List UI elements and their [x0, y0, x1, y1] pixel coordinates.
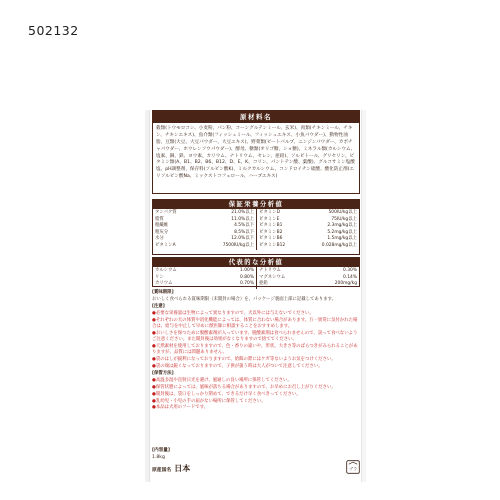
storage-label: [保管方法] — [152, 371, 174, 376]
nutrient-name: カルシウム — [155, 268, 177, 273]
nutrient-name: ビタミンB1 — [259, 223, 283, 228]
origin-country: 日本 — [174, 464, 191, 474]
nutrient-name: 粗灰分 — [155, 229, 169, 235]
package-side-edge-right — [361, 110, 366, 482]
nutrient-value: 1.00% — [240, 268, 254, 273]
content-origin-section — [152, 448, 360, 478]
analysis-row — [259, 281, 357, 288]
nutrient-name: マグネシウム — [259, 274, 286, 280]
content-label: [内容量] — [152, 448, 170, 453]
analysis-row — [155, 281, 254, 288]
product-code: 502132 — [28, 23, 79, 38]
storage-item: ●高温多湿や直射日光を避け、風通しの良い場所に保管してください。 — [152, 377, 292, 383]
ingredients-text: 穀類(トウモロコシ、小麦粉、パン粉、コーングルテンミール、玄米)、肉類(チキンミール、チキン、チキンエキス)、魚介類(フィッシュミール、フィッシュエキス、小魚パウダー)、動物性油脂、豆類(大豆、大豆パウダー、大豆エキス)、野菜類(ビートパルプ、ニンジンパウダー、カボチャパウダー、ホウレンソウパウダー)、酵母、糖類(オリゴ糖、ショ糖)、ミネラル類(カルシウム、塩素、銅、鉄、ヨウ素、カリウム、ナトリウム、セレン、亜鉛)、ソルビトール、グリセリン、ビタミン類(A、B1、B2、B6、B12、D、E、K、コリン、パントテン酸、葉酸)、グルコサミン塩酸塩、pH調整剤、保存料(ソルビン酸K)、ミルクカルシウム、コンドロイチン硫酸、酸化防止剤(エリソルビン酸Na、ミックストコフェロール、ハーブエキス) — [156, 126, 356, 180]
analysis-row — [155, 243, 254, 250]
caution-item: ●必要な栄養量は生物によって異なりますので、犬以外には与えないでください。 — [152, 310, 314, 316]
nutrient-name: ナトリウム — [259, 268, 281, 273]
package-side-edge — [145, 110, 150, 482]
nutrient-name: ビタミンD — [259, 210, 280, 215]
content-weight: 1.8kg — [152, 455, 165, 461]
nutrient-name: ビタミンB2 — [259, 229, 283, 235]
storage-item: ●開封後は、袋口をしっかり閉めて、できるだけ早く食べきってください。 — [152, 391, 301, 397]
best-before-label: [賞味期限] — [152, 290, 174, 295]
storage-item: ●保管状態によっては、風味が落ちる場合がありますので、お早めにお召し上がりください。 — [152, 384, 336, 390]
nutrient-name: タンパク質 — [155, 210, 177, 215]
nutrient-value: 0.14% — [343, 274, 357, 280]
nutrient-name: 亜鉛 — [259, 281, 268, 286]
representative-analysis-left — [153, 267, 256, 289]
nutrient-value: 2.3mg/kg以上 — [327, 223, 357, 228]
guaranteed-analysis-box — [152, 199, 360, 255]
nutrient-value: 21.0%以上 — [231, 210, 254, 215]
storage-item: ●乳幼児・小児の手の届かない場所に保管してください。 — [152, 398, 266, 404]
origin-label: 原産国名 — [152, 468, 172, 474]
caution-item: ●おいしさを保つために脱酸素剤が入っています。脱酸素剤は食べられませんので、誤って食べないようご注意ください。また開封後は効果がなくなりますので捨ててください。 — [152, 330, 358, 343]
nutrient-value: 8.5%以下 — [234, 229, 254, 235]
nutrient-name: ビタミンA — [155, 242, 176, 248]
nutrient-name: 粗繊維 — [155, 223, 169, 228]
nutrient-value: 1.5mg/kg以上 — [327, 236, 357, 241]
nutrient-name: ビタミンB12 — [259, 242, 286, 248]
nutrient-value: 7500IU/kg以上 — [222, 242, 254, 248]
nutrient-name: 脂質 — [155, 216, 164, 222]
storage-item: ●本品は犬用のフードです。 — [152, 405, 209, 411]
caution-label: [注意] — [152, 303, 165, 309]
nutrient-value: 5.2mg/kg以上 — [327, 229, 357, 235]
nutrient-name: ビタミンE — [259, 216, 280, 222]
best-before-text: おいしく食べられる賞味期限（未開封の場合）を、パッケージ裏面上部に記載してあります。 — [152, 296, 336, 302]
caution-item: ●袋のはしが鋭利になっておりますので、給餌の際にはケガ等ないようお気をつけください。 — [152, 357, 336, 363]
plastic-recycle-icon — [346, 460, 360, 474]
nutrient-name: ビタミンB6 — [259, 236, 283, 241]
representative-analysis-box — [152, 257, 360, 287]
origin-line — [152, 464, 360, 475]
nutrient-value: 0.30% — [343, 268, 357, 273]
nutrient-value: 200mg/kg — [334, 281, 357, 286]
nutrient-name: リン — [155, 274, 164, 280]
guaranteed-analysis-right — [256, 209, 359, 250]
guaranteed-analysis-left — [153, 209, 256, 250]
nutrient-value: 12.0%以下 — [231, 236, 254, 241]
caution-item: ●天然素材を使用しておりますので、色・香りの違いや、形状、大きさ等のばらつきがみられることがありますが、品質には問題ありません。 — [152, 344, 358, 356]
guaranteed-analysis-title: 保証栄養分析値 — [153, 200, 359, 209]
caution-item: ●それぞれの犬の体質や消化機能によっては、体質に合わない場合があります。万一異常に気付かれた場合は、給与を中止して早めに獣医師に相談することをおすすめします。 — [152, 317, 358, 329]
nutrient-value: 500IU/kg以上 — [328, 210, 357, 215]
analysis-row — [259, 243, 357, 250]
ingredients-title: 原材料名 — [153, 111, 359, 123]
nutrient-value: 0.028mg/kg以上 — [321, 242, 357, 248]
nutrient-value: 0.80% — [240, 274, 254, 280]
caution-item: ●袋の端は鋭くなっておりますので、子供が扱う時は大人がついて注意してください。 — [152, 364, 323, 370]
representative-analysis-right — [256, 267, 359, 289]
notes-section — [152, 290, 360, 446]
label-panel — [152, 110, 360, 484]
nutrient-name: カリウム — [155, 281, 173, 286]
nutrient-name: 水分 — [155, 236, 164, 241]
nutrient-value: 4.5%以下 — [234, 223, 254, 228]
nutrient-value: 75IU/kg以上 — [331, 216, 357, 222]
ingredients-box — [152, 110, 360, 194]
representative-analysis-title: 代表的な分析値 — [153, 258, 359, 267]
recycle-text: プラ — [348, 466, 358, 472]
nutrient-value: 0.70% — [240, 281, 254, 286]
nutrient-value: 11.0%以上 — [231, 216, 254, 222]
